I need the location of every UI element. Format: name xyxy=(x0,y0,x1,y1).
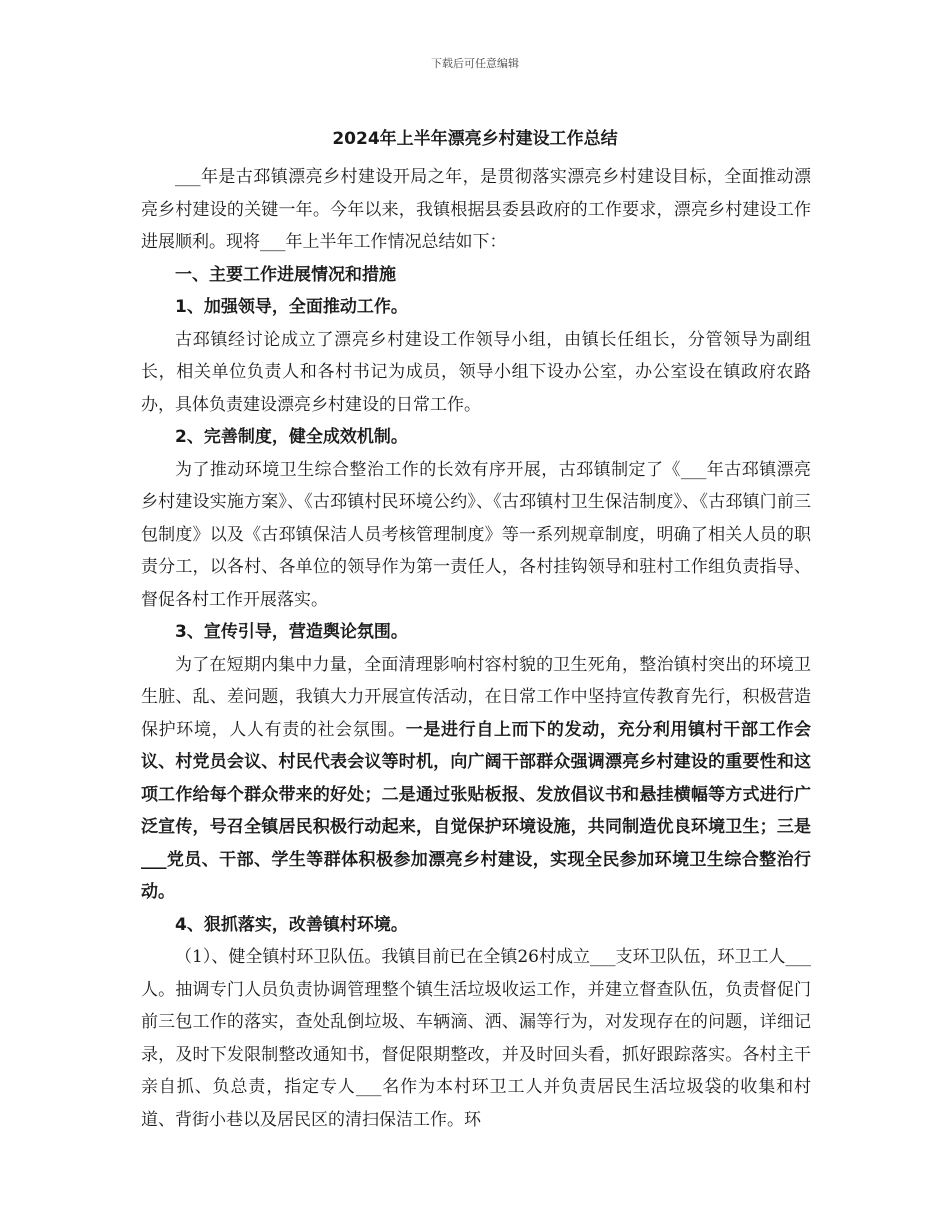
document-title: 2024年上半年漂亮乡村建设工作总结 xyxy=(332,129,618,149)
item-4-paragraph: （1）、健全镇村环卫队伍。我镇目前已在全镇26村成立___支环卫队伍，环卫工人___人。抽调专门人员负责协调管理整个镇生活垃圾收运工作，并建立督查队伍，负责督促门前三包工作的落实，查处乱倒垃圾、车辆滴、洒、漏等行为，对发现存在的问题，详细记录，及时下发限制整改通知书，督促限期整改，并及时回头看，抓好跟踪落实。各村主干亲自抓、负总责，指定专人___名作为本村环卫工人并负责居民生活垃圾袋的收集和村道、背街小巷以及居民区的清扫保洁工作。环 xyxy=(141,947,811,1130)
document-body xyxy=(141,161,811,1136)
header-note: 下载后可任意编辑 xyxy=(431,57,519,70)
intro-paragraph: ___年是古邳镇漂亮乡村建设开局之年，是贯彻落实漂亮乡村建设目标，全面推动漂亮乡村建设的关键一年。今年以来，我镇根据县委县政府的工作要求，漂亮乡村建设工作进展顺利。现将___年上半年工作情况总结如下： xyxy=(141,167,811,252)
section-1-heading: 一、主要工作进展情况和措施 xyxy=(175,264,396,285)
item-3-bold-text: 一是进行自上而下的发动，充分利用镇村干部工作会议、村党员会议、村民代表会议等时机，向广阔干部群众强调漂亮乡村建设的重要性和这项工作给每个群众带来的好处；二是通过张贴板报、发放倡议书和悬挂横幅等方式进行广泛宣传，号召全镇居民积极行动起来，自觉保护环境设施，共同制造优良环境卫生；三是___党员、干部、学生等群体积极参加漂亮乡村建设，实现全民参加环境卫生综合整治行动。 xyxy=(141,719,812,902)
item-4-heading: 4、狠抓落实，改善镇村环境。 xyxy=(175,914,408,935)
item-3-heading: 3、宣传引导，营造舆论氛围。 xyxy=(175,622,408,642)
item-1-paragraph: 古邳镇经讨论成立了漂亮乡村建设工作领导小组，由镇长任组长，分管领导为副组长，相关单位负责人和各村书记为成员，领导小组下设办公室，办公室设在镇政府农路办，具体负责建设漂亮乡村建设的日常工作。 xyxy=(141,329,811,415)
item-2-heading: 2、完善制度，健全成效机制。 xyxy=(175,427,408,447)
item-1-heading: 1、加强领导，全面推动工作。 xyxy=(175,297,408,317)
item-3-plain-text: 为了在短期内集中力量，全面清理影响村容村貌的卫生死角，整治镇村突出的环境卫生脏、乱、差问题，我镇大力开展宣传活动，在日常工作中坚持宣传教育先行，积极营造保护环境，人人有责的社会氛围。 xyxy=(141,654,811,740)
item-3-paragraph xyxy=(141,649,811,909)
item-2-paragraph: 为了推动环境卫生综合整治工作的长效有序开展，古邳镇制定了《___年古邳镇漂亮乡村建设实施方案》、《古邳镇村民环境公约》、《古邳镇村卫生保洁制度》、《古邳镇门前三包制度》以及《古邳镇保洁人员考核管理制度》等一系列规章制度，明确了相关人员的职责分工，以各村、各单位的领导作为第一责任人，各村挂钩领导和驻村工作组负责指导、督促各村工作开展落实。 xyxy=(141,459,811,610)
